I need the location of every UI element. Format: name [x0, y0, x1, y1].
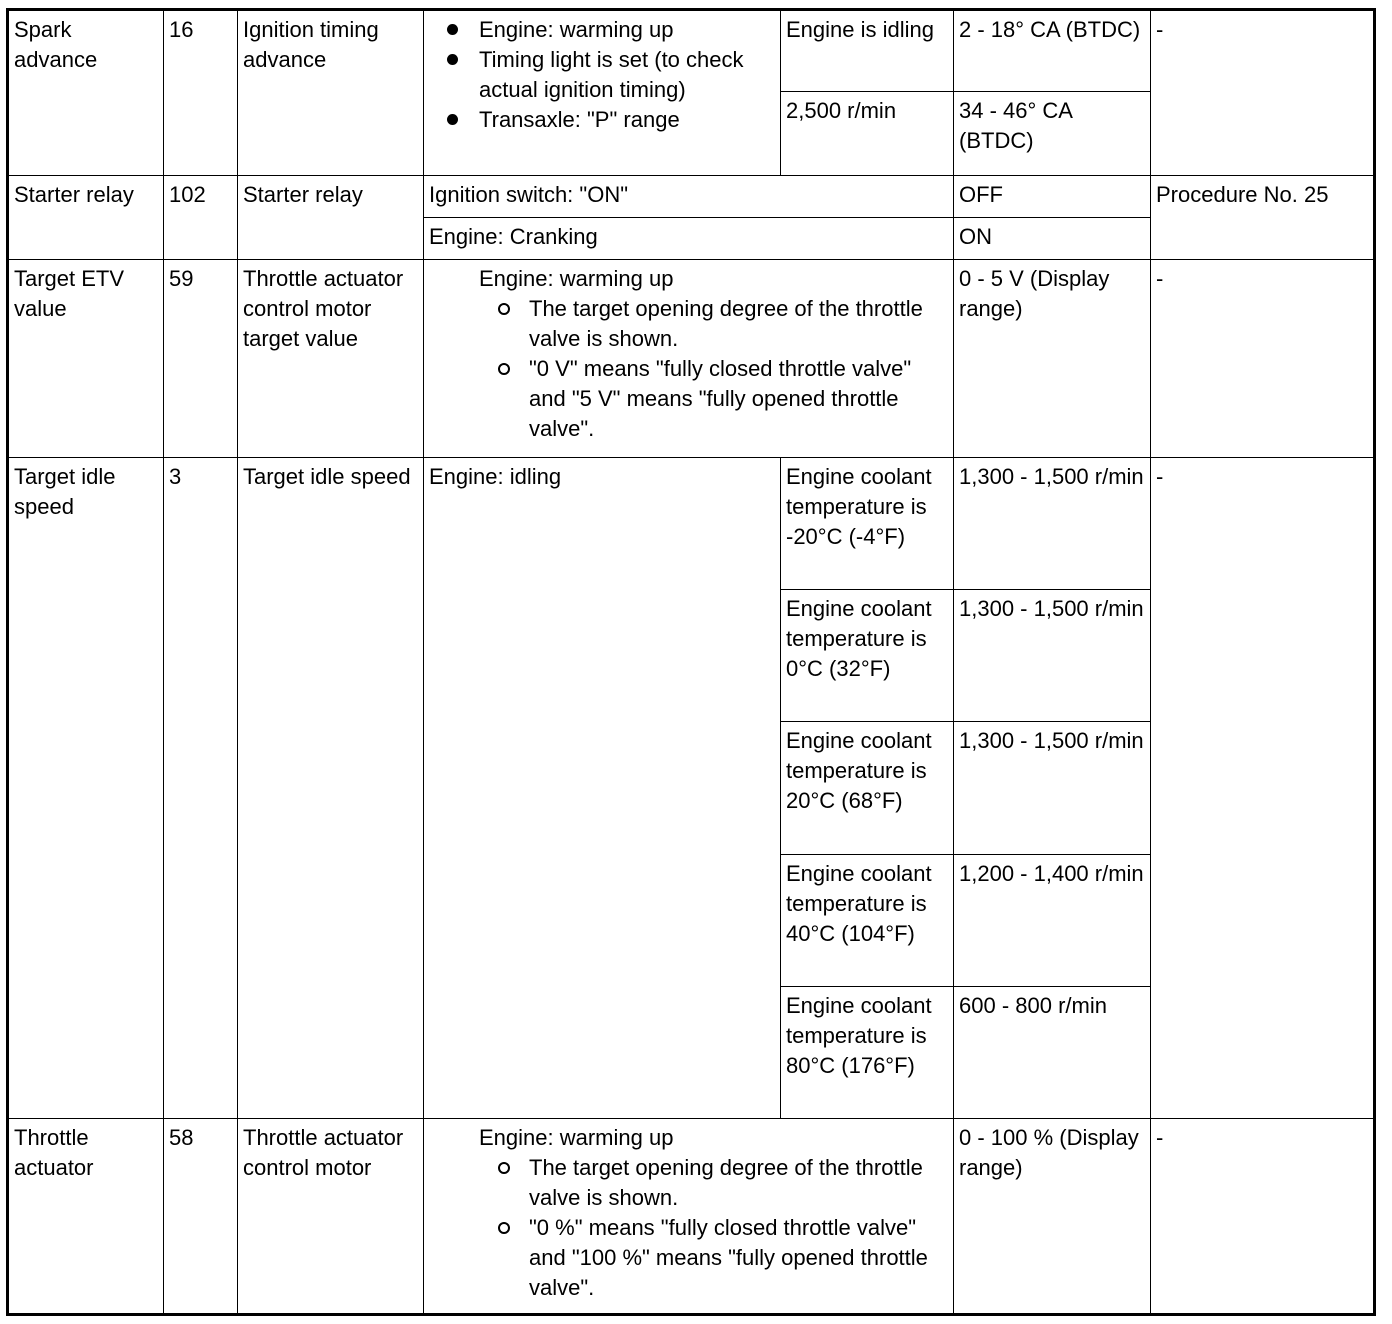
condition-sub-list [429, 294, 947, 444]
condition-heading: Engine: warming up [479, 1125, 674, 1150]
list-item: Engine: warming up [429, 15, 774, 45]
condition-cell [424, 260, 954, 458]
list-item: Transaxle: "P" range [429, 105, 774, 135]
table-row-throttle-actuator [8, 1119, 1375, 1315]
value-cell: 34 - 46° CA (BTDC) [954, 92, 1151, 176]
table-row-starter-relay [8, 176, 1375, 218]
note-cell: - [1151, 10, 1375, 176]
sub-condition-cell: Engine is idling [781, 10, 954, 92]
condition-cell [424, 10, 781, 176]
note-cell: - [1151, 458, 1375, 1119]
description-cell: Ignition timing advance [238, 10, 424, 176]
value-cell: ON [954, 218, 1151, 260]
condition-cell: Engine: Cranking [424, 218, 954, 260]
list-item: Timing light is set (to check actual ignition timing) [429, 45, 774, 105]
diagnosis-data-table [6, 8, 1376, 1316]
table-row-spark-advance [8, 10, 1375, 92]
condition-cell: Ignition switch: "ON" [424, 176, 954, 218]
code-cell: 58 [164, 1119, 238, 1315]
code-cell: 16 [164, 10, 238, 176]
note-cell: - [1151, 1119, 1375, 1315]
note-cell: - [1151, 260, 1375, 458]
description-cell: Starter relay [238, 176, 424, 260]
sub-condition-cell: Engine coolant temperature is 20°C (68°F) [781, 722, 954, 855]
value-cell: 2 - 18° CA (BTDC) [954, 10, 1151, 92]
code-cell: 59 [164, 260, 238, 458]
condition-sub-list [429, 1153, 947, 1303]
value-cell: OFF [954, 176, 1151, 218]
sub-condition-cell: 2,500 r/min [781, 92, 954, 176]
item-cell: Spark advance [8, 10, 164, 176]
sub-condition-cell: Engine coolant temperature is 0°C (32°F) [781, 590, 954, 722]
condition-list [429, 15, 774, 135]
list-item: The target opening degree of the throttle valve is shown. [429, 1153, 947, 1213]
condition-cell [424, 1119, 954, 1315]
table-row-target-idle [8, 458, 1375, 590]
list-item: The target opening degree of the throttle valve is shown. [429, 294, 947, 354]
item-cell: Throttle actuator [8, 1119, 164, 1315]
description-cell: Throttle actuator control motor target value [238, 260, 424, 458]
item-cell: Target ETV value [8, 260, 164, 458]
item-cell: Starter relay [8, 176, 164, 260]
table-row-target-etv [8, 260, 1375, 458]
list-item: "0 %" means "fully closed throttle valve" and "100 %" means "fully opened throttle valve". [429, 1213, 947, 1303]
value-cell: 0 - 5 V (Display range) [954, 260, 1151, 458]
description-cell: Throttle actuator control motor [238, 1119, 424, 1315]
value-cell: 1,300 - 1,500 r/min [954, 590, 1151, 722]
condition-heading: Engine: warming up [479, 266, 674, 291]
code-cell: 3 [164, 458, 238, 1119]
value-cell: 1,300 - 1,500 r/min [954, 722, 1151, 855]
sub-condition-cell: Engine coolant temperature is 80°C (176°F) [781, 987, 954, 1119]
value-cell: 600 - 800 r/min [954, 987, 1151, 1119]
value-cell: 1,200 - 1,400 r/min [954, 855, 1151, 987]
value-cell: 0 - 100 % (Display range) [954, 1119, 1151, 1315]
note-cell: Procedure No. 25 [1151, 176, 1375, 260]
item-cell: Target idle speed [8, 458, 164, 1119]
sub-condition-cell: Engine coolant temperature is 40°C (104°F) [781, 855, 954, 987]
spec-table-wrapper [6, 8, 1376, 1316]
sub-condition-cell: Engine coolant temperature is -20°C (-4°F) [781, 458, 954, 590]
value-cell: 1,300 - 1,500 r/min [954, 458, 1151, 590]
description-cell: Target idle speed [238, 458, 424, 1119]
condition-cell: Engine: idling [424, 458, 781, 1119]
list-item: "0 V" means "fully closed throttle valve" and "5 V" means "fully opened throttle valve". [429, 354, 947, 444]
code-cell: 102 [164, 176, 238, 260]
